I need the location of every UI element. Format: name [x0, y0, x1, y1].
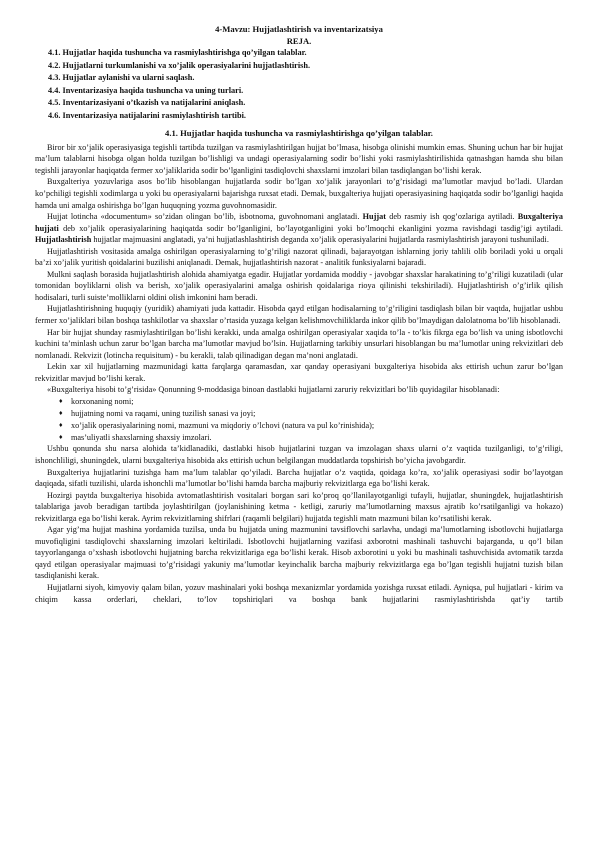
- paragraph: Hozirgi paytda buxgalteriya hisobida avtomatlashtirish vositalari borgan sari ko’proq qo’llanilayotganligi tufayli, hujjatlar, shuningdek, hujjatlashtirish talablariga javob beradigan tartibda joylashtirilgan (joylanishining ketma - ketligi, zaruriy ma’lumotlarning maxsus ajratib ko’rsatilganligi va hokazo) rekvizitlarga ega bo’lishi kerak. Ayrim rekvizitlarning shifrlari (raqamli belgilari) hujjatda tegishli matn mazmuni bilan ko’rsatilishi kerak.: [35, 490, 563, 523]
- plan-item: 4.5. Inventarizasiyani o’tkazish va natijalarini aniqlash.: [48, 98, 246, 108]
- paragraph: Buxgalteriya yozuvlariga asos bo’lib hisoblangan hujjatlarda sodir bo’lgan xo’jalik jarayonlari to’g’risidagi ma’lumotlar mavjud bo’ladi. Ulardan ko’pchiligi tegishli xodimlarga u yoki bu operasiyalarni bajarishga ruxsat etadi. Demak, buxgalteriya hujjati operasiyasining haqiqatda sodir bo’lganligi haqida hamda uni amalga oshirishga bo’lgan huquqning yozma guvohnomasidir.: [35, 177, 563, 210]
- paragraph: Hujjatlashtirish vositasida amalga oshirilgan operasiyalarning to’g’riligi nazorat qilinadi, bajarayotgan ishlarning joriy tahlili olib boriladi yoki u orqali ba’zi xo’jalik yuritish qoidalarini buzilishi aniqlanadi. Demak, hujjatlashtirish nazorat - analitik funksiyalarni bajaradi.: [35, 246, 563, 268]
- paragraph: Hujjatlashtirishning huquqiy (yuridik) ahamiyati juda kattadir. Hisobda qayd etilgan hodisalarning to’g’riligini tasdiqlash bilan bir vaqtda, hujjatlar ushbu fermer xo’jaliklari bilan boshqa tashkilotlar va shaxslar o’rtasida yuzaga kelgan kelishmovchiliklarda inkor qilib bo’lmaydigan dalolatnoma bo’lib hisoblanadi.: [35, 304, 563, 325]
- plan-item: 4.2. Hujjatlarni turkumlanishi va xo’jalik operasiyalarini hujjatlashtirish.: [48, 60, 311, 70]
- paragraph: «Buxgalteriya hisobi to’g’risida» Qonunning 9-moddasiga binoan dastlabki hujjatlarni zaruriy rekvizitlari bo’lib quyidagilar hisoblanadi:: [47, 385, 500, 395]
- paragraph: Agar yig’ma hujjat mashina yordamida tuzilsa, unda bu hujjatda uning mazmunini tavsiflovchi sarlavha, undagi ma’lumotlarning isbotlovchi hujjatlarga muvofiqligini tasdiqlovchi shaxslarning imzolari keltiriladi. Isbotlovchi hujjatlarning vazifasi axborotni mashinali tashuvchi bajarganda, u qo’l bilan tayyorlanganga o’xshash isbotlovchi hujjatning barcha rekvizitlariga ega bo’lishi kerak. Hisob axborotini u yoki bu mashinali tashuvchisida avtomatik tarzda qayd etilgan operasiyalar majmuasi to’g’risidagi yakuniy ma’lumotlar keyinchalik barcha majburiy rekvizitlarga ega bo’lgan tegishli hujjatni tuzish bilan tasdiqlanishi kerak.: [35, 525, 563, 581]
- paragraph: Mulkni saqlash borasida hujjatlashtirish alohida ahamiyatga egadir. Hujjatlar yordamida moddiy - javobgar shaxslar harakatining to’g’riligi kuzatiladi (ular tomonidan boyliklarni olish va berish, xo’jalik operasiyalarini amalga oshirish qoidalariga rioya qilinishi tekshiriladi). Hujjatlashtirish o’g’irlik qilish hodisalari, turli suiste’molliklarni oldini olish imkonini ham beradi.: [35, 269, 563, 302]
- plan-heading: REJA.: [286, 35, 312, 46]
- term-hujjat: Hujjat: [362, 212, 386, 222]
- text-run: Hujjat lotincha «documentum» so’zidan olingan bo’lib, isbotnoma, guvohnomani anglatadi.: [47, 212, 363, 222]
- plan-item: 4.1. Hujjatlar haqida tushuncha va rasmiylashtirishga qo’yilgan talablar.: [48, 48, 307, 58]
- document-body: [35, 24, 563, 605]
- list-item: [59, 432, 563, 444]
- plan-list: [35, 47, 563, 122]
- diamond-bullet-icon: ♦: [59, 396, 63, 405]
- list-item-text: xo’jalik operasiyalarining nomi, mazmuni va miqdoriy o’lchovi (natura va pul ko’rinishida);: [71, 420, 375, 430]
- plan-item: 4.4. Inventarizasiya haqida tushuncha va uning turlari.: [48, 85, 244, 95]
- list-item: [59, 408, 563, 420]
- paragraph: Har bir hujjat shunday rasmiylashtirilgan bo’lishi kerakki, unda amalga oshirilgan operasiyalar xaqida to’la - to’kis fikrga ega bo’lish va uning isbotlovchi kuchini ta’minlash uchun zarur bo’lgan barcha ma’lumotlar mavjud bo’lsin. Hujjatlarning tarkibiy unsurlari hisoblangan bu ma’lumotlar uning rekvizitlari deb nomlanadi. Rekvizit (lotincha requisitum) - bu kerakli, talab qilinadigan degan ma’noni anglatadi.: [35, 327, 563, 360]
- list-item-text: mas’uliyatli shaxslarning shaxsiy imzolari.: [71, 432, 212, 442]
- plan-item: 4.3. Hujjatlar aylanishi va ularni saqlash.: [48, 73, 195, 83]
- list-item-text: korxonaning nomi;: [71, 396, 134, 406]
- term-buxgalteriya-hujjati: Buxgalteriya hujjati: [35, 212, 563, 233]
- text-run: deb xo’jalik operasiyalarining haqiqatda sodir bo’lganligini, bo’layotganligini yoki bo’lmoqchi ekanligini yozma ravishdagi tasdig’igi aytiladi.: [58, 223, 563, 233]
- text-run: deb rasmiy ish qog’ozlariga aytiladi.: [385, 212, 518, 222]
- plan-item: 4.6. Inventarizasiya natijalarini rasmiylashtirish tartibi.: [48, 110, 246, 120]
- paragraph-definitions: [35, 211, 563, 246]
- diamond-bullet-icon: ♦: [59, 408, 63, 417]
- document-title: 4-Mavzu: Hujjatlashtirish va inventarizatsiya: [215, 24, 383, 34]
- text-run: hujjatlar majmuasini anglatadi, ya’ni hujjatlashlashtirish deganda xo’jalik operasiyalarini hujjatlarda rasmiylashtirish jarayoni tushuniladi.: [91, 235, 549, 245]
- paragraph: Hujjatlarni siyoh, kimyoviy qalam bilan, yozuv mashinalari yoki boshqa mexanizmlar yordamida yozishga ruxsat etiladi. Ayniqsa, pul hujjatlari - kirim va chiqim kassa orderlari, cheklari, to’lov topshiriqlari va boshqa bank hujjatlarini rasmiylashtirishda qat’iy tartib: [35, 583, 563, 604]
- requisites-list: [35, 396, 563, 444]
- paragraph: Ushbu qonunda shu narsa alohida ta’kidlanadiki, dastlabki hisob hujjatlarini tuzgan va imzolagan shaxs ularni o’z vaqtida tuzilganligi, to’g’riligi, ishonchliligi, shuningdek, ularni buxgalteriya hisobida aks ettirish uchun belgilangan muddatlarda topshirish bo’yicha javobgardir.: [35, 444, 563, 465]
- paragraph: Lekin xar xil hujjatlarning mazmunidagi katta farqlarga qaramasdan, xar qanday operasiyani buxgalteriya hisobida aks ettirish uchun zarur bo’lgan rekvizitlar mavjud bo’lishi kerak.: [35, 362, 563, 383]
- list-item: [59, 396, 563, 408]
- paragraph: Buxgalteriya hujjatlarini tuzishga ham ma’lum talablar qo’yiladi. Barcha hujjatlar o’z vaqtida, qoidaga ko’ra, xo’jalik operasiyasi sodir bo’layotgan daqiqada, sifatli tuzilishi, ularda ishonchli ma’lumotlar bo’lishi hamda barcha majburiy rekvizitlarga ega bo’lishi kerak.: [35, 467, 563, 489]
- paragraph: Biror bir xo’jalik operasiyasiga tegishli tartibda tuzilgan va rasmiylashtirilgan hujjat bo’lmasa, hisobga olinishi mumkin emas. Shuning uchun har bir hujjat ma’lum talablarni hisobga olgan holda tuzilgan bo’lishligi va undagi operasiyalarning sodir bo’lishi yoki rasmiylashtirilishida qatnashgan hamda shu bilan tegishli jarayonlar haqiqatda fermer xo’jaliklarida sodir bo’lganligini tasdiqlovchi shaxslarni imzolari bilan tasdiqlangan bo’lishi kerak.: [35, 142, 563, 175]
- diamond-bullet-icon: ♦: [59, 432, 63, 441]
- section-heading: 4.1. Hujjatlar haqida tushuncha va rasmiylashtirishga qo’yilgan talablar.: [165, 128, 433, 139]
- diamond-bullet-icon: ♦: [59, 420, 63, 429]
- list-item-text: hujjatning nomi va raqami, uning tuzilish sanasi va joyi;: [71, 408, 256, 418]
- term-hujjatlashtirish: Hujjatlashtirish: [35, 235, 92, 245]
- list-item: [59, 420, 563, 432]
